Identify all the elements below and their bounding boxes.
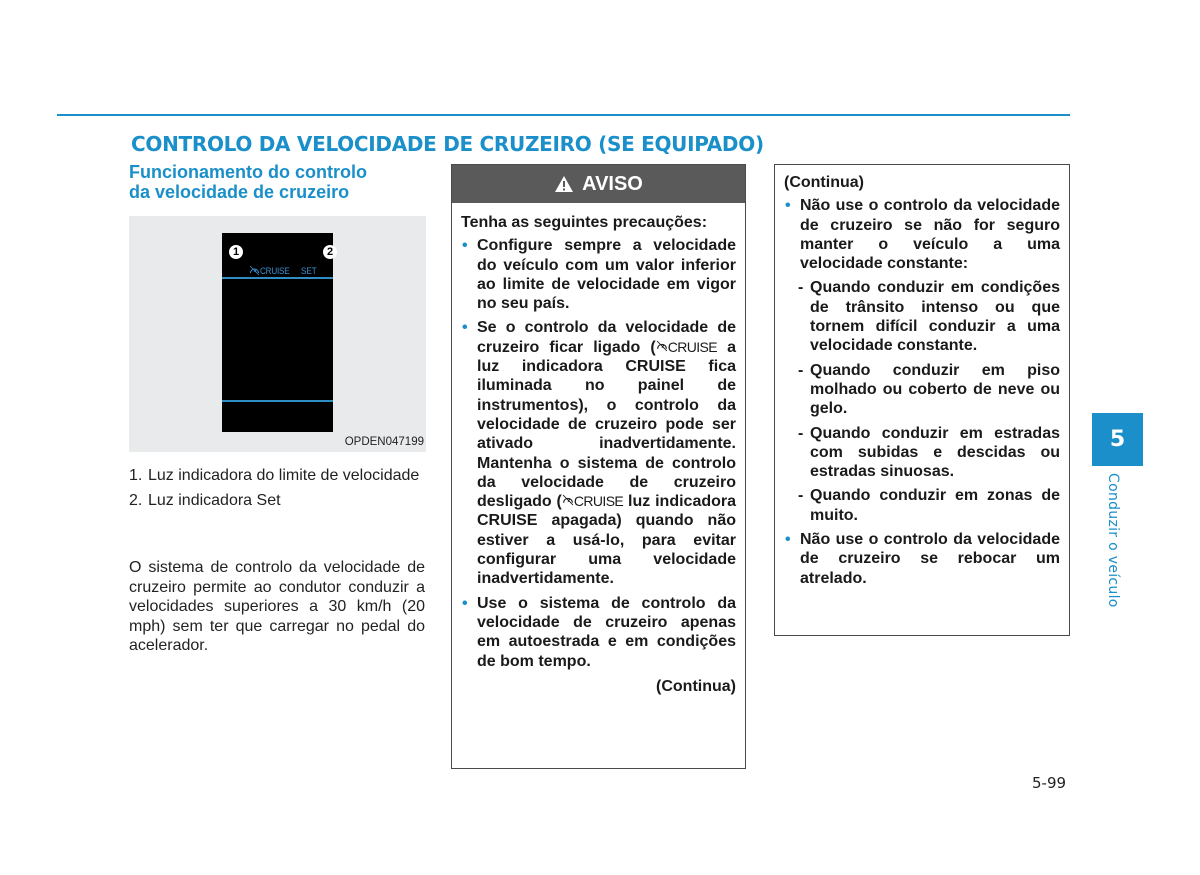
bullet-dot-icon: • xyxy=(462,319,468,337)
bullet-dot-icon: • xyxy=(462,594,468,612)
continuation-list xyxy=(784,196,1060,273)
dash-item-text: Quando conduzir em condições de trânsito intenso ou que tornem difícil conduzir a uma velocidade constante. xyxy=(810,279,1060,355)
dash-list xyxy=(798,278,1060,525)
legend-number: 2. xyxy=(129,491,143,509)
dash-item-text: Quando conduzir em zonas de muito. xyxy=(810,487,1060,524)
warning-bullet-text: Configure sempre a velocidade do veículo com um valor inferior ao limite de velocidade em vigor no seu país. xyxy=(477,237,736,313)
cluster-figure xyxy=(129,216,426,452)
legend-item xyxy=(129,491,425,511)
continuation-bullet xyxy=(784,530,1060,588)
warning-bullet xyxy=(461,318,736,588)
continuation-box xyxy=(774,164,1070,636)
bullet-dot-icon: • xyxy=(785,531,791,549)
inline-cruise-label: CRUISE xyxy=(573,493,624,510)
callout-marker-1: 1 xyxy=(229,245,243,259)
figure-code: OPDEN047199 xyxy=(344,436,424,448)
warning-triangle-icon xyxy=(554,175,574,193)
warning-bullet xyxy=(461,236,736,313)
speedometer-icon xyxy=(656,340,668,352)
warning-box xyxy=(451,164,746,769)
warning-body xyxy=(452,203,745,696)
cruise-indicator-label: CRUISE xyxy=(260,266,290,277)
subtitle xyxy=(129,162,429,202)
bullet-dot-icon: • xyxy=(462,237,468,255)
continuation-bullet xyxy=(784,196,1060,273)
warning-header xyxy=(452,165,745,203)
dash-item-text: Quando conduzir em piso molhado ou coberto de neve ou gelo. xyxy=(810,361,1060,418)
dash-item: - Quando conduzir em estradas com subidas e descidas ou estradas sinuosas. xyxy=(798,424,1060,481)
continuation-bullet-text: Não use o controlo da velocidade de cruzeiro se não for seguro manter o veículo a uma velocidade constante: xyxy=(800,197,1060,273)
dash-item: - Quando conduzir em piso molhado ou coberto de neve ou gelo. xyxy=(798,361,1060,418)
speedometer-icon xyxy=(562,494,574,506)
display-top-line xyxy=(222,277,333,279)
legend-item xyxy=(129,466,425,486)
dash-item-text: Quando conduzir em estradas com subidas e descidas ou estradas sinuosas. xyxy=(810,424,1060,481)
chapter-name: Conduzir o veículo xyxy=(1105,473,1121,608)
warning-list xyxy=(461,236,736,671)
subtitle-line-2: da velocidade de cruzeiro xyxy=(129,182,350,202)
continuation-header: (Continua) xyxy=(784,174,864,191)
intro-paragraph: O sistema de controlo da velocidade de cruzeiro permite ao condutor conduzir a velocidades superiores a 30 km/h (20 mph) sem ter que carregar no pedal do acelerador. xyxy=(129,559,425,654)
warning-bullet-text-c: luz indicadora CRUISE apagada) quando não estiver a usá-lo, para evitar configurar uma velocidade inadvertidamente. xyxy=(477,493,737,588)
chapter-tab: 5 xyxy=(1092,413,1143,466)
inline-cruise-label: CRUISE xyxy=(667,338,718,355)
legend-number: 1. xyxy=(129,467,143,484)
legend-text: Luz indicadora Set xyxy=(148,491,281,509)
set-indicator-label: SET xyxy=(301,266,317,277)
continuation-list-2 xyxy=(784,530,1060,588)
section-title: CONTROLO DA VELOCIDADE DE CRUZEIRO (SE EQUIPADO) xyxy=(131,132,764,156)
subtitle-line-1: Funcionamento do controlo xyxy=(129,162,367,182)
warning-title: AVISO xyxy=(582,172,643,195)
cluster-display xyxy=(222,233,333,432)
speedometer-icon xyxy=(249,265,260,276)
dash-item: - Quando conduzir em condições de trânsito intenso ou que tornem difícil conduzir a uma velocidade constante. xyxy=(798,279,1060,355)
display-bottom-line xyxy=(222,400,333,402)
legend-text: Luz indicadora do limite de velocidade xyxy=(148,467,420,484)
continuation-bullet-text: Não use o controlo da velocidade de cruzeiro se rebocar um atrelado. xyxy=(800,531,1060,587)
warning-bullet-text: Use o sistema de controlo da velocidade de cruzeiro apenas em autoestrada e em condições de bom tempo. xyxy=(477,594,736,670)
legend-list xyxy=(129,466,425,515)
callout-marker-2: 2 xyxy=(323,245,337,259)
page-number: 5-99 xyxy=(1032,774,1067,792)
warning-bullet-text-b: a luz indicadora CRUISE fica iluminada no painel de instrumentos), o controlo da velocidade de cruzeiro pode ser ativado inadvertidamente. Mantenha o sistema de controlo da velocidade de cruzeiro desligado ( xyxy=(477,338,737,511)
bullet-dot-icon: • xyxy=(785,197,791,215)
continued-label: (Continua) xyxy=(656,677,736,695)
dash-item: - Quando conduzir em zonas de muito. xyxy=(798,487,1060,524)
header-rule xyxy=(57,114,1070,116)
warning-bullet-text-a: Se o controlo da velocidade de cruzeiro ficar ligado ( xyxy=(477,319,736,356)
warning-bullet xyxy=(461,594,736,671)
warning-intro: Tenha as seguintes precauções: xyxy=(461,214,708,231)
